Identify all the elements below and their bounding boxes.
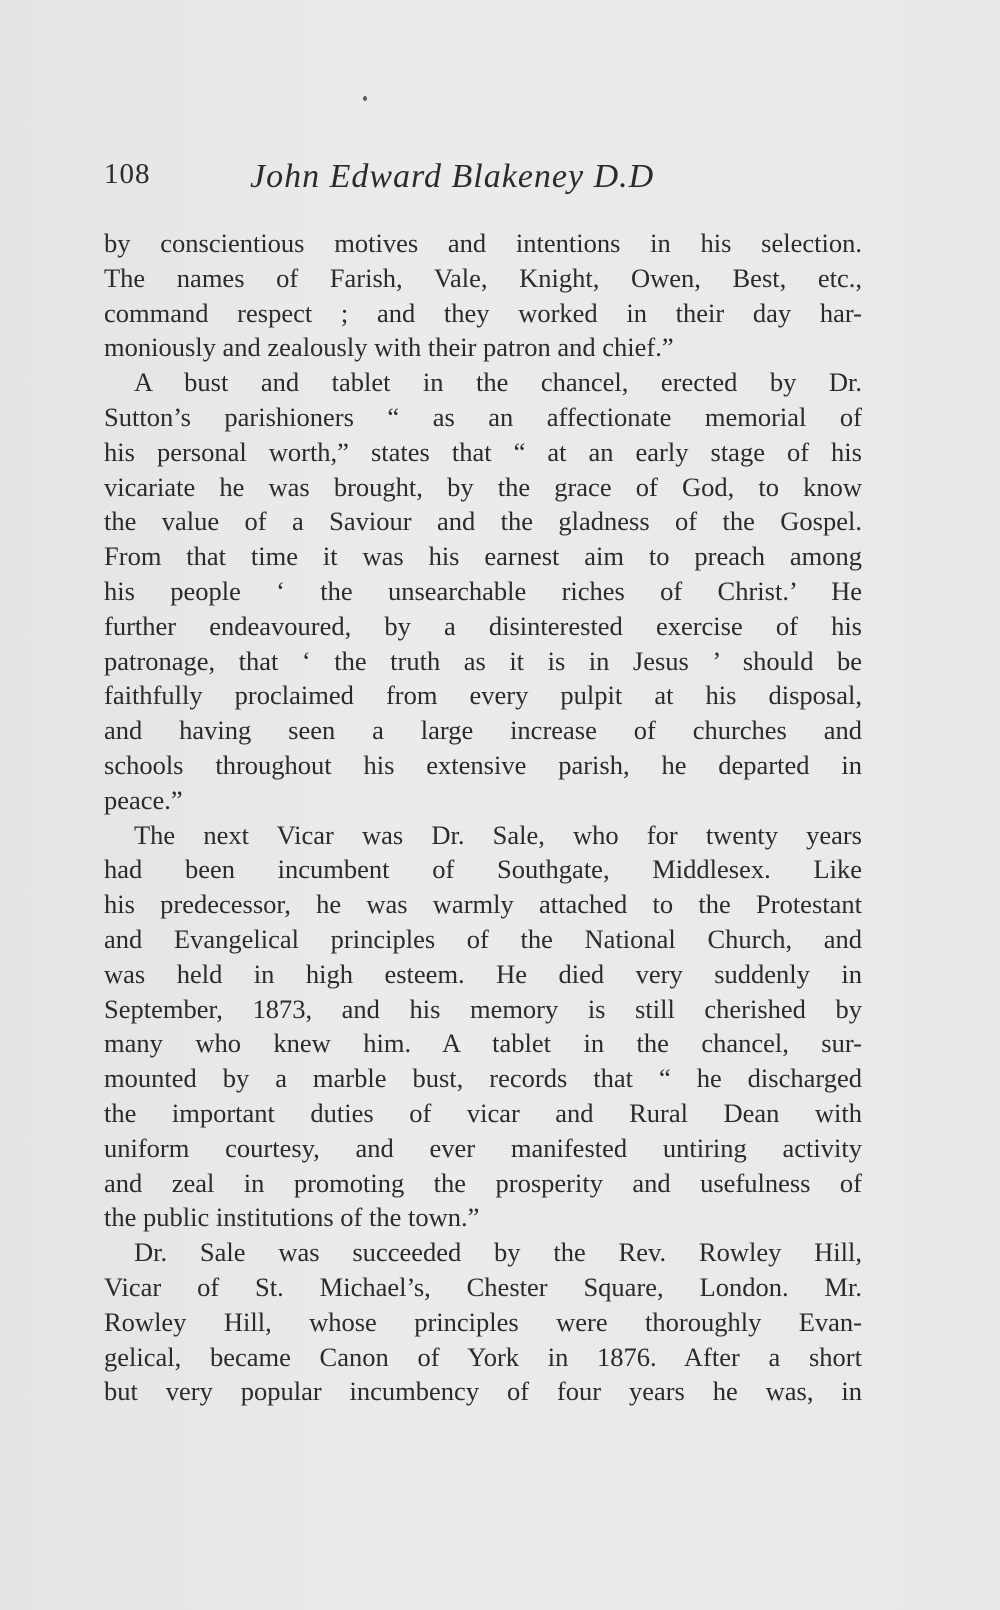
text-line: uniform courtesy, and ever manifested untiring activity [104, 1132, 862, 1163]
text-line: and Evangelical principles of the National Church, and [104, 923, 862, 954]
text-line: September, 1873, and his memory is still cherished by [104, 993, 862, 1024]
text-line: his predecessor, he was warmly attached to the Protestant [104, 889, 862, 920]
text-line: and having seen a large increase of churches and [104, 715, 862, 746]
text-line: command respect ; and they worked in their day har- [104, 297, 862, 328]
text-line: The names of Farish, Vale, Knight, Owen, Best, etc., [104, 262, 862, 293]
body-text [104, 226, 862, 1409]
text-line: Sutton’s parishioners “ as an affectionate memorial of [104, 401, 862, 432]
text-line: faithfully proclaimed from every pulpit at his disposal, [104, 680, 862, 711]
ink-speck [363, 96, 367, 101]
text-line: vicariate he was brought, by the grace of God, to know [104, 471, 862, 502]
text-line: his personal worth,” states that “ at an early stage of his [104, 436, 862, 467]
text-line: The next Vicar was Dr. Sale, who for twenty years [134, 819, 862, 850]
text-line: Vicar of St. Michael’s, Chester Square, London. Mr. [104, 1271, 862, 1302]
text-line: peace.” [104, 784, 183, 815]
text-line: gelical, became Canon of York in 1876. After a short [104, 1341, 862, 1372]
running-head: John Edward Blakeney D.D [250, 158, 655, 195]
text-line: From that time it was his earnest aim to preach among [104, 541, 862, 572]
text-line: his people ‘ the unsearchable riches of Christ.’ He [104, 575, 862, 606]
text-line: but very popular incumbency of four years he was, in [104, 1376, 862, 1407]
text-line: the important duties of vicar and Rural Dean with [104, 1097, 862, 1128]
text-line: and zeal in promoting the prosperity and usefulness of [104, 1167, 862, 1198]
text-line: by conscientious motives and intentions in his selection. [104, 228, 862, 258]
text-line: moniously and zealously with their patron and chief.” [104, 332, 674, 363]
text-line: schools throughout his extensive parish, he departed in [104, 749, 862, 780]
text-line: the value of a Saviour and the gladness of the Gospel. [104, 506, 862, 537]
text-line: mounted by a marble bust, records that “ he discharged [104, 1063, 862, 1094]
text-line: had been incumbent of Southgate, Middlesex. Like [104, 854, 862, 885]
text-line: the public institutions of the town.” [104, 1202, 480, 1233]
text-line: further endeavoured, by a disinterested exercise of his [104, 610, 862, 641]
page-number: 108 [104, 158, 151, 190]
text-line: patronage, that ‘ the truth as it is in Jesus ’ should be [104, 645, 862, 676]
page-header [104, 158, 864, 198]
text-line: Dr. Sale was succeeded by the Rev. Rowley Hill, [134, 1237, 862, 1268]
text-line: was held in high esteem. He died very suddenly in [104, 958, 862, 989]
text-line: many who knew him. A tablet in the chancel, sur- [104, 1028, 862, 1059]
text-line: Rowley Hill, whose principles were thoroughly Evan- [104, 1306, 862, 1337]
text-line: A bust and tablet in the chancel, erected by Dr. [134, 367, 862, 398]
